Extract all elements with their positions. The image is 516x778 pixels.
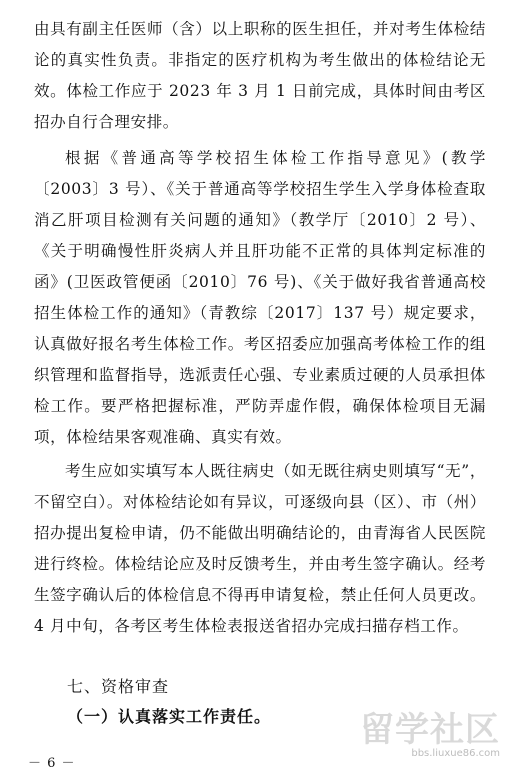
page-number: － 6 － bbox=[28, 756, 76, 771]
paragraph-medical-exam-results: 由具有副主任医师（含）以上职称的医生担任，并对考生体检结论的真实性负责。非指定的医疗机构为考生做出的体检结论无效。体检工作应于 2023 年 3 月 1 日前完成，具体时间由考区招办自行合理安排。 bbox=[34, 20, 486, 131]
section-heading: 七、资格审查 bbox=[67, 677, 170, 696]
paragraph-exam-regulations: 根据《普通高等学校招生体检工作指导意见》(教学〔2003〕3 号）、《关于普通高等学校招生学生入学身体检查取消乙肝项目检测有关问题的通知》（教学厅〔2010〕2 号）、《关于明确慢性肝炎病人并且肝功能不正常的具体判定标准的函》(卫医政管便函〔2010〕76 号)、《关于做好我省普通高校招生体检工作的通知》（青教综〔2017〕137 号）规定要求，认真做好报名考生体检工作。考区招委应加强高考体检工作的组织管理和监督指导，选派责任心强、专业素质过硬的人员承担体检工作。要严格把握标准，严防弄虚作假，确保体检项目无漏项，体检结果客观准确、真实有效。 bbox=[34, 149, 486, 446]
watermark-url: bbs.liuxue86.com bbox=[411, 748, 500, 759]
watermark-logo bbox=[326, 702, 502, 768]
paragraph-medical-history: 考生应如实填写本人既往病史（如无既往病史则填写“无”，不留空白）。对体检结论如有异议，可逐级向县（区）、市（州）招办提出复检申请，仍不能做出明确结论的，由青海省人民医院进行终检。体检结论应及时反馈考生，并由考生签字确认。经考生签字确认后的体检信息不得再申请复检，禁止任何人员更改。4 月中旬，各考区考生体检表报送省招办完成扫描存档工作。 bbox=[34, 462, 486, 635]
subsection-heading: （一）认真落实工作责任。 bbox=[67, 707, 272, 726]
watermark-text: 留学社区 bbox=[360, 710, 500, 750]
